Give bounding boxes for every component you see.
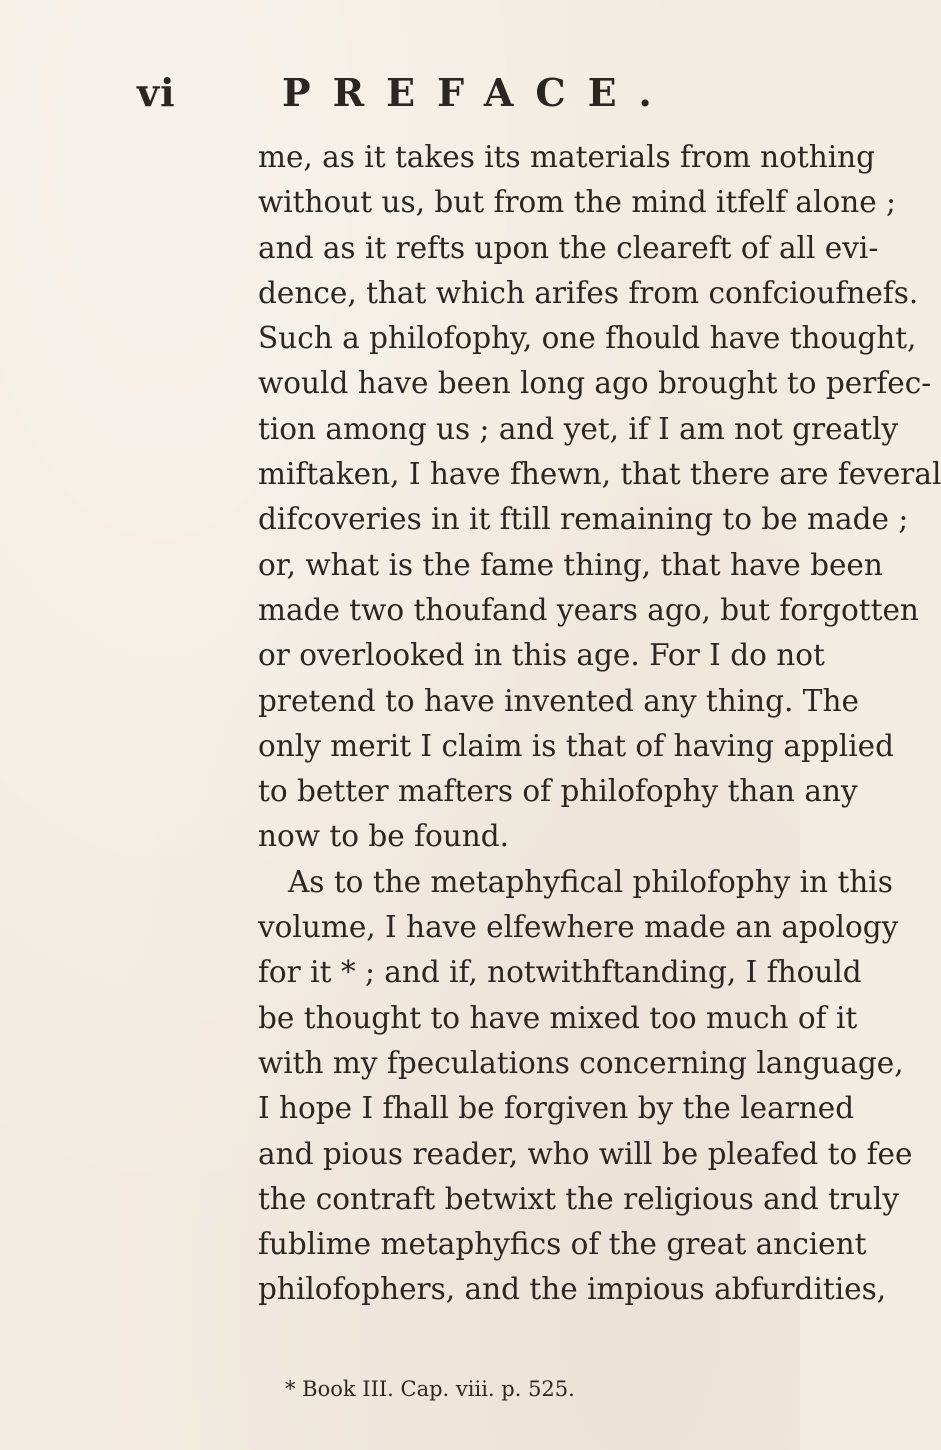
text-line: fublime metaphyfics of the great ancient — [258, 1227, 867, 1262]
text-line: As to the metaphyfical philofophy in this — [288, 864, 893, 899]
text-line: only merit I claim is that of having applied — [258, 728, 894, 763]
text-line: I hope I fhall be forgiven by the learned — [258, 1091, 855, 1126]
text-line: made two thoufand years ago, but forgotten — [258, 592, 919, 627]
text-line: dence, that which arifes from confcioufnefs. — [258, 275, 919, 310]
text-line: miftaken, I have fhewn, that there are feveral — [258, 457, 941, 492]
text-line: the contraft betwixt the religious and truly — [258, 1181, 900, 1216]
text-line: and pious reader, who will be pleafed to fee — [258, 1136, 913, 1171]
text-line: with my fpeculations concerning language, — [258, 1045, 904, 1080]
text-line: and as it refts upon the cleareft of all evi- — [258, 230, 879, 265]
text-line: me, as it takes its materials from nothing — [258, 140, 876, 174]
page-header — [0, 70, 800, 120]
text-line: be thought to have mixed too much of it — [258, 1000, 858, 1035]
text-line: now to be found. — [258, 819, 510, 854]
text-line: or, what is the fame thing, that have been — [258, 547, 883, 582]
text-line: would have been long ago brought to perfec- — [258, 366, 932, 401]
text-line: philofophers, and the impious abfurdities, — [258, 1272, 887, 1307]
text-line: difcoveries in it ftill remaining to be made ; — [258, 502, 909, 537]
running-head: PREFACE. — [282, 70, 674, 115]
text-line: Such a philofophy, one fhould have thought, — [258, 321, 917, 356]
text-line: without us, but from the mind itfelf alone ; — [258, 185, 896, 220]
footnote: * Book III. Cap. viii. p. 525. — [285, 1377, 575, 1401]
text-line: pretend to have invented any thing. The — [258, 683, 859, 718]
text-line: for it * ; and if, notwithftanding, I fhould — [258, 955, 862, 990]
text-line: volume, I have elfewhere made an apology — [258, 910, 899, 945]
text-line: tion among us ; and yet, if I am not greatly — [258, 411, 899, 446]
page-number: vi — [137, 70, 176, 115]
body-text — [258, 135, 941, 1313]
text-line: or overlooked in this age. For I do not — [258, 638, 825, 673]
text-line: to better mafters of philofophy than any — [258, 774, 858, 809]
